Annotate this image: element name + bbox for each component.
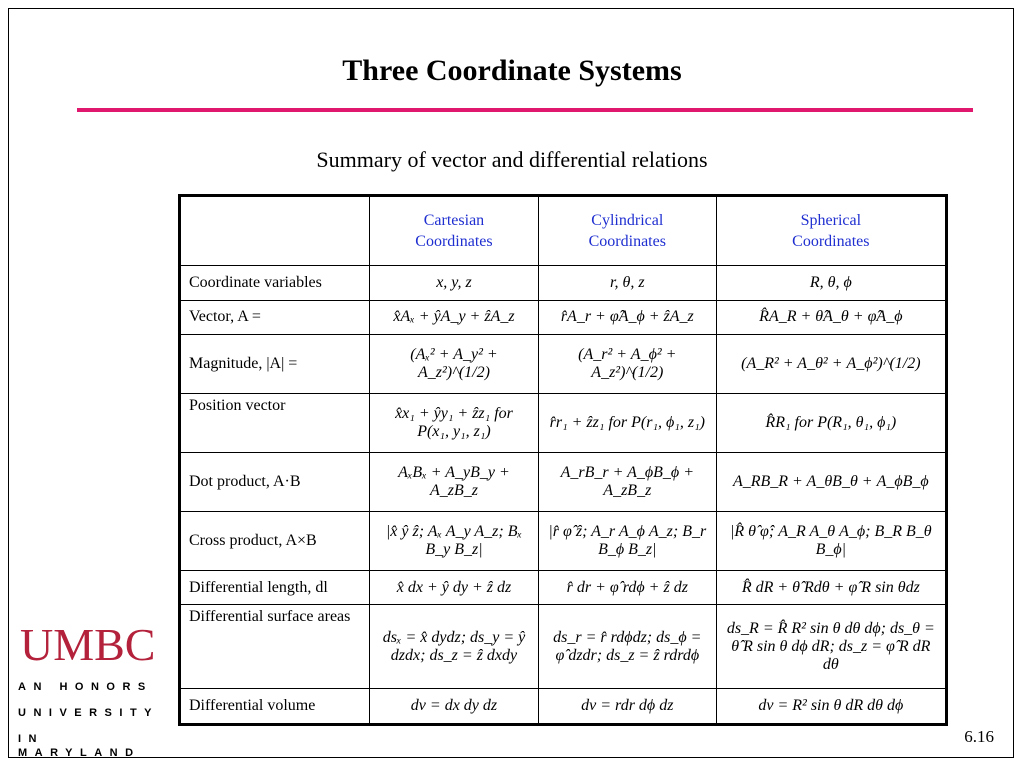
dsurface-cylindrical: ds_r = r̂ rdϕdz; ds_ϕ = φ̂ dzdr; ds_z = ẑ rdrdϕ	[538, 605, 716, 689]
logo-tagline	[18, 680, 158, 760]
logo-tagline-line1: AN HONORS	[18, 681, 153, 693]
dot-spherical: A_RB_R + A_θB_θ + A_ϕB_ϕ	[716, 453, 946, 512]
magnitude-cartesian: (Aₓ² + A_y² + A_z²)^(1/2)	[370, 334, 539, 393]
logo-tagline-line2: UNIVERSITY	[18, 707, 160, 719]
header-spherical	[716, 196, 946, 266]
row-label-differential-volume: Differential volume	[180, 689, 370, 725]
row-label-magnitude: Magnitude, |A| =	[180, 334, 370, 393]
header-cartesian-line2: Coordinates	[415, 233, 493, 251]
row-label-dot-product: Dot product, A·B	[180, 453, 370, 512]
umbc-logo	[18, 619, 160, 759]
dlength-spherical: R̂ dR + θ̂ Rdθ + φ̂ R sin θdz	[716, 571, 946, 605]
table-row	[180, 394, 947, 453]
row-label-cross-product: Cross product, A×B	[180, 512, 370, 571]
coord-vars-cylindrical: r, θ, z	[538, 266, 716, 300]
vector-cylindrical: r̂A_r + φ̂A_ϕ + ẑA_z	[538, 300, 716, 334]
slide-title: Three Coordinate Systems	[342, 54, 682, 87]
dsurface-spherical: ds_R = R̂ R² sin θ dθ dϕ; ds_θ = θ̂ R sin θ dϕ dR; ds_z = φ̂ R dR dθ	[716, 605, 946, 689]
header-cartesian	[370, 196, 539, 266]
coord-vars-cartesian: x, y, z	[370, 266, 539, 300]
page-number: 6.16	[964, 727, 994, 746]
header-cartesian-line1: Cartesian	[423, 211, 485, 229]
header-spherical-line1: Spherical	[800, 211, 862, 229]
table-row	[180, 571, 947, 605]
vector-cartesian: x̂Aₓ + ŷA_y + ẑA_z	[370, 300, 539, 334]
header-cylindrical	[538, 196, 716, 266]
table-row	[180, 689, 947, 725]
coord-vars-spherical: R, θ, ϕ	[716, 266, 946, 300]
table-row	[180, 605, 947, 689]
header-cylindrical-line1: Cylindrical	[591, 211, 664, 229]
magnitude-cylindrical: (A_r² + A_ϕ² + A_z²)^(1/2)	[538, 334, 716, 393]
dvolume-cartesian: dv = dx dy dz	[370, 689, 539, 725]
position-spherical: R̂R₁ for P(R₁, θ₁, ϕ₁)	[716, 394, 946, 453]
slide-subtitle: Summary of vector and differential relations	[316, 147, 708, 172]
cross-cartesian: |x̂ ŷ ẑ; Aₓ A_y A_z; Bₓ B_y B_z|	[370, 512, 539, 571]
row-label-differential-surface: Differential surface areas	[180, 605, 370, 689]
position-cylindrical: r̂r₁ + ẑz₁ for P(r₁, ϕ₁, z₁)	[538, 394, 716, 453]
cross-cylindrical: |r̂ φ̂ ẑ; A_r A_ϕ A_z; B_r B_ϕ B_z|	[538, 512, 716, 571]
dvolume-spherical: dv = R² sin θ dR dθ dϕ	[716, 689, 946, 725]
table-row	[180, 453, 947, 512]
table-header-row	[180, 196, 947, 266]
row-label-differential-length: Differential length, dl	[180, 571, 370, 605]
row-label-vector: Vector, A =	[180, 300, 370, 334]
dsurface-cartesian: dsₓ = x̂ dydz; ds_y = ŷ dzdx; ds_z = ẑ dxdy	[370, 605, 539, 689]
row-label-position-vector: Position vector	[180, 394, 370, 453]
dot-cartesian: AₓBₓ + A_yB_y + A_zB_z	[370, 453, 539, 512]
dvolume-cylindrical: dv = rdr dϕ dz	[538, 689, 716, 725]
header-cylindrical-line2: Coordinates	[588, 233, 666, 251]
vector-spherical: R̂A_R + θ̂A_θ + φ̂A_ϕ	[716, 300, 946, 334]
header-empty	[180, 196, 370, 266]
cross-spherical: |R̂ θ̂ φ̂; A_R A_θ A_ϕ; B_R B_θ B_ϕ|	[716, 512, 946, 571]
dlength-cartesian: x̂ dx + ŷ dy + ẑ dz	[370, 571, 539, 605]
magnitude-spherical: (A_R² + A_θ² + A_ϕ²)^(1/2)	[716, 334, 946, 393]
title-underline	[77, 108, 973, 112]
logo-wordmark: UMBC	[20, 619, 156, 670]
table-row	[180, 334, 947, 393]
table-row	[180, 512, 947, 571]
position-cartesian: x̂x₁ + ŷy₁ + ẑz₁ for P(x₁, y₁, z₁)	[370, 394, 539, 453]
table-row	[180, 266, 947, 300]
header-spherical-line2: Coordinates	[792, 233, 870, 251]
logo-tagline-line3: IN MARYLAND	[18, 733, 141, 759]
dlength-cylindrical: r̂ dr + φ̂ rdϕ + ẑ dz	[538, 571, 716, 605]
dot-cylindrical: A_rB_r + A_ϕB_ϕ + A_zB_z	[538, 453, 716, 512]
row-label-coordinate-variables: Coordinate variables	[180, 266, 370, 300]
relations-table	[178, 194, 948, 726]
table-row	[180, 300, 947, 334]
